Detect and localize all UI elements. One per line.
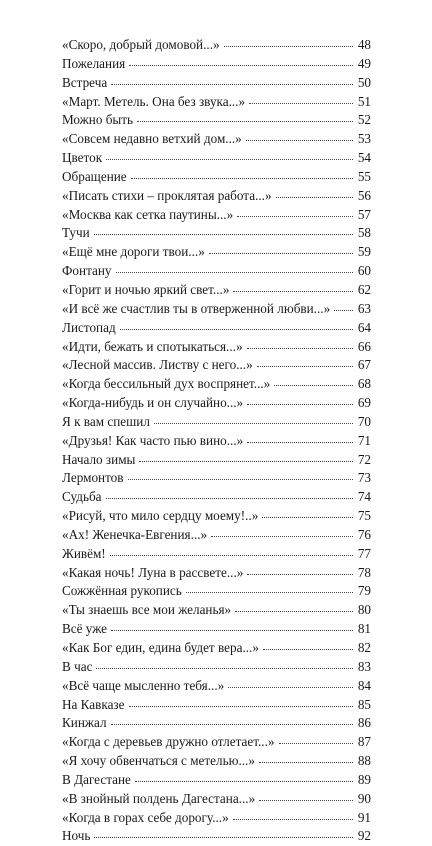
- toc-entry: [62, 338, 371, 357]
- toc-entry-title: «Рисуй, что мило сердцу моему!..»: [62, 508, 259, 524]
- dot-leader: [111, 83, 353, 85]
- toc-entry: [62, 488, 371, 507]
- toc-entry-page-number: 62: [357, 281, 371, 297]
- toc-entry: [62, 224, 371, 243]
- toc-entry-page-number: 84: [357, 677, 371, 693]
- dot-leader: [129, 705, 354, 707]
- dot-leader: [249, 102, 353, 104]
- dot-leader: [116, 271, 354, 273]
- toc-entry-title: Начало зимы: [62, 451, 136, 467]
- toc-entry-page-number: 56: [357, 187, 371, 203]
- toc-entry-title: «Всё чаще мысленно тебя...»: [62, 677, 225, 693]
- toc-entry: [62, 168, 371, 187]
- toc-entry-page-number: 70: [357, 413, 371, 429]
- dot-leader: [246, 139, 353, 141]
- toc-entry: [62, 111, 371, 130]
- toc-entry-title: В час: [62, 658, 93, 674]
- toc-entry: [62, 752, 371, 771]
- dot-leader: [111, 723, 353, 725]
- toc-entry-title: «Идти, бежать и спотыкаться...»: [62, 338, 243, 354]
- toc-entry-title: Листопад: [62, 319, 116, 335]
- toc-entry-title: «В знойный полдень Дагестана...»: [62, 790, 256, 806]
- dot-leader: [259, 799, 353, 801]
- toc-entry-page-number: 91: [357, 809, 371, 825]
- toc-entry-title: «Горит и ночью яркий свет...»: [62, 281, 230, 297]
- toc-entry-page-number: 76: [357, 526, 371, 542]
- toc-entry-title: «Совсем недавно ветхий дом...»: [62, 131, 242, 147]
- toc-entry-title: Кинжал: [62, 715, 107, 731]
- toc-entry-title: Тучи: [62, 225, 90, 241]
- dot-leader: [96, 667, 353, 669]
- toc-entry: [62, 394, 371, 413]
- dot-leader: [131, 177, 353, 179]
- toc-entry-page-number: 59: [357, 244, 371, 260]
- toc-entry-title: «Когда бессильный дух воспрянет...»: [62, 376, 271, 392]
- toc-entry: [62, 677, 371, 696]
- toc-entry-page-number: 66: [357, 338, 371, 354]
- dot-leader: [279, 742, 354, 744]
- dot-leader: [94, 233, 353, 235]
- toc-entry-page-number: 87: [357, 734, 371, 750]
- toc-entry-title: «Март. Метель. Она без звука...»: [62, 93, 246, 109]
- toc-entry-title: Ночь: [62, 828, 91, 844]
- toc-entry: [62, 827, 371, 846]
- dot-leader: [129, 64, 353, 66]
- toc-entry: [62, 130, 371, 149]
- dot-leader: [237, 215, 353, 217]
- dot-leader: [211, 535, 353, 537]
- toc-entry-page-number: 82: [357, 640, 371, 655]
- toc-entry: [62, 262, 371, 281]
- toc-entry: [62, 545, 371, 564]
- toc-entry-page-number: 69: [357, 395, 371, 411]
- toc-entry-page-number: 83: [357, 658, 371, 674]
- dot-leader: [224, 45, 353, 47]
- toc-entry: [62, 281, 371, 300]
- toc-entry: [62, 620, 371, 639]
- toc-entry-page-number: 90: [357, 790, 371, 806]
- toc-entry-page-number: 80: [357, 602, 371, 618]
- toc-entry-page-number: 75: [357, 508, 371, 524]
- toc-entry: [62, 206, 371, 225]
- toc-entry: [62, 356, 371, 375]
- toc-entry-title: Живём!: [62, 545, 106, 561]
- toc-entry: [62, 507, 371, 526]
- dot-leader: [259, 761, 353, 763]
- toc-entry-page-number: 73: [357, 470, 371, 486]
- toc-entry-title: Пожелания: [62, 55, 126, 71]
- toc-entry-title: «И всё же счастлив ты в отверженной любви...»: [62, 300, 331, 316]
- dot-leader: [154, 422, 353, 424]
- toc-entry: [62, 601, 371, 620]
- dot-leader: [94, 836, 353, 838]
- toc-entry: [62, 74, 371, 93]
- toc-entry-page-number: 60: [357, 263, 371, 279]
- dot-leader: [139, 460, 353, 462]
- toc-entry-title: «Лесной массив. Листву с него...»: [62, 357, 253, 373]
- toc-entry-title: «Как Бог един, едина будет вера...»: [62, 640, 259, 655]
- toc-entry: [62, 714, 371, 733]
- dot-leader: [247, 403, 353, 405]
- toc-entry-title: Можно быть: [62, 112, 134, 128]
- dot-leader: [233, 818, 353, 820]
- toc-entry-title: Судьба: [62, 489, 102, 505]
- toc-entry: [62, 413, 371, 432]
- toc-entry: [62, 771, 371, 790]
- dot-leader: [334, 309, 353, 311]
- toc-entry-title: «Писать стихи – проклятая работа...»: [62, 187, 272, 203]
- toc-entry-title: Обращение: [62, 168, 127, 184]
- toc-entry-page-number: 71: [357, 432, 371, 448]
- toc-entry-page-number: 64: [357, 319, 371, 335]
- toc-entry-page-number: 68: [357, 376, 371, 392]
- table-of-contents: [62, 36, 371, 846]
- toc-entry: [62, 300, 371, 319]
- toc-entry-page-number: 52: [357, 112, 371, 128]
- toc-entry-title: «Друзья! Как часто пью вино...»: [62, 432, 244, 448]
- toc-entry-page-number: 48: [357, 37, 371, 52]
- toc-entry-title: Встреча: [62, 74, 108, 90]
- toc-entry: [62, 149, 371, 168]
- toc-entry-page-number: 81: [357, 621, 371, 637]
- dot-leader: [274, 384, 353, 386]
- toc-entry-title: Лермонтов: [62, 470, 124, 486]
- toc-entry: [62, 582, 371, 601]
- toc-entry: [62, 639, 371, 658]
- dot-leader: [135, 780, 353, 782]
- dot-leader: [128, 478, 353, 480]
- toc-entry-title: Сожжённая рукопись: [62, 583, 182, 599]
- toc-entry-page-number: 92: [357, 828, 371, 844]
- toc-entry-title: «Я хочу обвенчаться с метелью...»: [62, 753, 255, 769]
- toc-entry-page-number: 77: [357, 545, 371, 561]
- toc-entry-title: Фонтану: [62, 263, 112, 279]
- dot-leader: [233, 290, 353, 292]
- toc-entry-title: Я к вам спешил: [62, 413, 150, 429]
- toc-entry-title: «Когда с деревьев дружно отлетает...»: [62, 734, 275, 750]
- dot-leader: [257, 365, 353, 367]
- toc-entry: [62, 375, 371, 394]
- toc-entry-page-number: 51: [357, 93, 371, 109]
- dot-leader: [106, 158, 353, 160]
- toc-entry-page-number: 89: [357, 771, 371, 787]
- toc-entry-page-number: 78: [357, 564, 371, 580]
- dot-leader: [247, 441, 353, 443]
- toc-entry-page-number: 58: [357, 225, 371, 241]
- toc-entry-page-number: 53: [357, 131, 371, 147]
- dot-leader: [120, 328, 353, 330]
- toc-entry-page-number: 55: [357, 168, 371, 184]
- toc-entry: [62, 564, 371, 583]
- toc-entry-page-number: 72: [357, 451, 371, 467]
- toc-entry-title: «Когда в горах себе дорогу...»: [62, 809, 229, 825]
- toc-entry-page-number: 74: [357, 489, 371, 505]
- toc-entry-page-number: 88: [357, 753, 371, 769]
- toc-entry-page-number: 57: [357, 206, 371, 222]
- toc-entry-page-number: 50: [357, 74, 371, 90]
- toc-entry: [62, 36, 371, 55]
- toc-entry-title: Цветок: [62, 150, 103, 166]
- toc-entry: [62, 187, 371, 206]
- toc-entry: [62, 733, 371, 752]
- toc-entry: [62, 696, 371, 715]
- dot-leader: [186, 591, 353, 593]
- dot-leader: [228, 686, 353, 688]
- dot-leader: [262, 516, 353, 518]
- toc-entry-title: «Когда-нибудь и он случайно...»: [62, 395, 244, 411]
- toc-entry-title: «Ты знаешь все мои желанья»: [62, 602, 232, 618]
- dot-leader: [110, 554, 353, 556]
- dot-leader: [276, 196, 353, 198]
- toc-entry-title: На Кавказе: [62, 696, 125, 712]
- dot-leader: [263, 648, 353, 650]
- dot-leader: [111, 629, 353, 631]
- toc-entry: [62, 319, 371, 338]
- toc-entry: [62, 93, 371, 112]
- toc-entry: [62, 451, 371, 470]
- toc-entry-page-number: 63: [357, 300, 371, 316]
- toc-entry: [62, 55, 371, 74]
- toc-entry-title: «Москва как сетка паутины...»: [62, 206, 234, 222]
- dot-leader: [106, 497, 353, 499]
- toc-entry: [62, 809, 371, 828]
- toc-entry: [62, 658, 371, 677]
- toc-entry-page-number: 79: [357, 583, 371, 599]
- toc-entry-title: В Дагестане: [62, 771, 131, 787]
- toc-entry-page-number: 54: [357, 150, 371, 166]
- toc-entry-title: «Ещё мне дороги твои...»: [62, 244, 205, 260]
- toc-entry-title: «Ах! Женечка-Евгения...»: [62, 526, 208, 542]
- toc-entry-title: Всё уже: [62, 621, 108, 637]
- toc-entry-page-number: 86: [357, 715, 371, 731]
- toc-entry-page-number: 85: [357, 696, 371, 712]
- toc-entry-page-number: 49: [357, 55, 371, 71]
- dot-leader: [247, 573, 353, 575]
- toc-entry: [62, 790, 371, 809]
- toc-entry-title: «Какая ночь! Луна в рассвете...»: [62, 564, 244, 580]
- dot-leader: [209, 252, 353, 254]
- toc-entry: [62, 432, 371, 451]
- toc-entry: [62, 243, 371, 262]
- toc-entry: [62, 526, 371, 545]
- dot-leader: [235, 610, 353, 612]
- toc-entry-title: «Скоро, добрый домовой...»: [62, 37, 220, 52]
- dot-leader: [247, 347, 353, 349]
- dot-leader: [137, 120, 353, 122]
- toc-entry-page-number: 67: [357, 357, 371, 373]
- toc-entry: [62, 469, 371, 488]
